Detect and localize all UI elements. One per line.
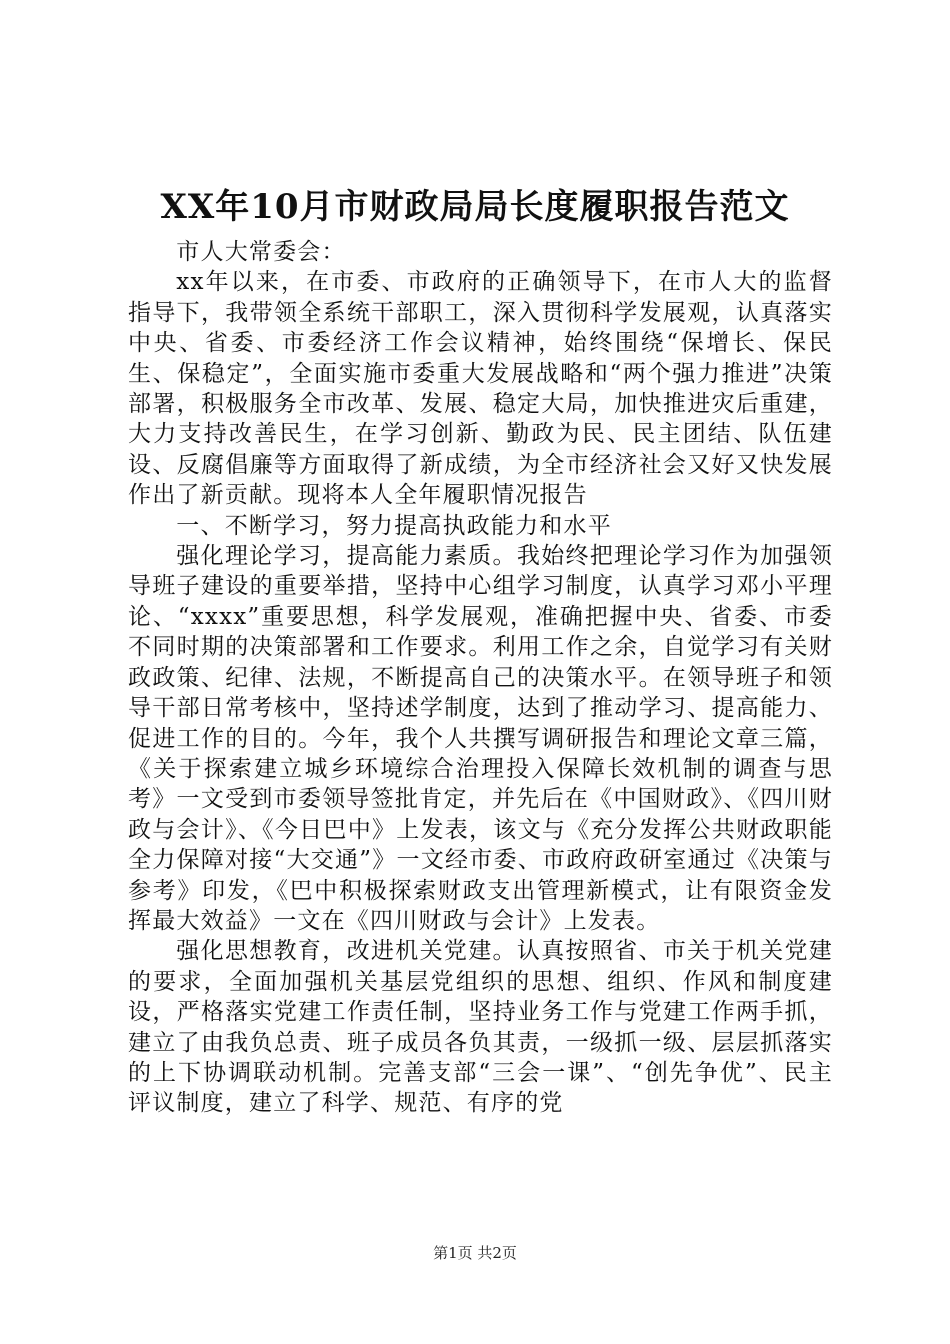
document-body (128, 237, 833, 1119)
paragraph-theory-study: 强化理论学习，提高能力素质。我始终把理论学习作为加强领导班子建设的重要举措，坚持中心组学习制度，认真学习邓小平理论、“xxxx”重要思想，科学发展观，准确把握中央、省委、市委不同时期的决策部署和工作要求。利用工作之余，自觉学习有关财政政策、纪律、法规，不断提高自己的决策水平。在领导班子和领导干部日常考核中，坚持述学制度，达到了推动学习、提高能力、促进工作的目的。今年，我个人共撰写调研报告和理论文章三篇，《关于探索建立城乡环境综合治理投入保障长效机制的调查与思考》一文受到市委领导签批肯定，并先后在《中国财政》、《四川财政与会计》、《今日巴中》上发表，该文与《充分发挥公共财政职能全力保障对接“大交通”》一文经市委、市政府政研室通过《决策与参考》印发，《巴中积极探索财政支出管理新模式，让有限资金发挥最大效益》一文在《四川财政与会计》上发表。 (128, 543, 833, 934)
page-footer: 第1页 共2页 (433, 1244, 517, 1262)
salutation: 市人大常委会： (176, 239, 346, 265)
document-title: XX年10月市财政局局长度履职报告范文 (160, 187, 790, 227)
paragraph-intro: xx年以来，在市委、市政府的正确领导下，在市人大的监督指导下，我带领全系统干部职工，深入贯彻科学发展观，认真落实中央、省委、市委经济工作会议精神，始终围绕“保增长、保民生、保稳定”，全面实施市委重大发展战略和“两个强力推进”决策部署，积极服务全市改革、发展、稳定大局，加快推进灾后重建，大力支持改善民生，在学习创新、勤政为民、民主团结、队伍建设、反腐倡廉等方面取得了新成绩，为全市经济社会又好又快发展作出了新贡献。现将本人全年履职情况报告 (128, 269, 833, 509)
section-heading: 一、不断学习，努力提高执政能力和水平 (176, 512, 612, 539)
paragraph-party-building: 强化思想教育，改进机关党建。认真按照省、市关于机关党建的要求，全面加强机关基层党组织的思想、组织、作风和制度建设，严格落实党建工作责任制，坚持业务工作与党建工作两手抓，建立了由我负总责、班子成员各负其责，一级抓一级、层层抓落实的上下协调联动机制。完善支部“三会一课”、“创先争优”、民主评议制度，建立了科学、规范、有序的党 (128, 938, 833, 1117)
